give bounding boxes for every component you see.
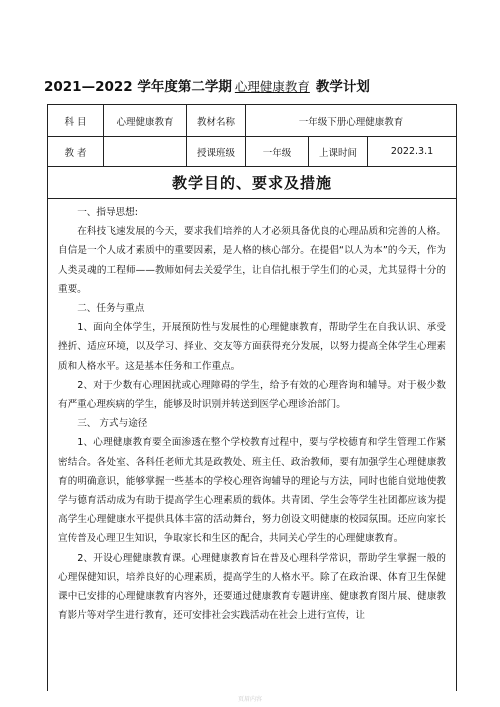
table-row-teacher <box>48 137 456 167</box>
plan-table <box>47 104 457 691</box>
title-rest: 教学计划 <box>315 79 370 95</box>
material-label: 教材名称 <box>187 105 246 136</box>
heading-tasks: 二、任务与重点 <box>77 303 145 315</box>
paragraph-method-1: 1、心理健康教育要全面渗透在整个学校教育过程中，要与学校德育和学生管理工作紧密结合。各处室、各科任老师尤其是政教处、班主任、政治教师，要有加强学生心理健康教育的明确意识，能够掌握一些基本的学校心理咨询辅导的理论与方法，同时也能自觉地使教学与德育活动成为有助于提高学生心理素质的载体。共青团、学生会等学生社团都应该为提高学生心理健康水平提供具体丰富的活动舞台，努力创设文明健康的校园氛围。还应向家长宣传普及心理卫生知识，争取家长和生区的配合，共同关心学生的心理健康教育。 <box>58 437 446 545</box>
subject-value: 心理健康教育 <box>104 105 187 136</box>
footer-watermark: 页眉内容 <box>237 696 262 703</box>
paragraph-task-1: 1、面向全体学生，开展预防性与发展性的心理健康教育，帮助学生在自我认识、承受挫折、适应环境，以及学习、择业、交友等方面获得充分发展，以努力提高全体学生心理素质和人格水平。这是基本任务和工作重点。 <box>58 322 446 372</box>
subject-label: 科 目 <box>48 105 104 136</box>
teacher-label: 教 者 <box>48 137 104 166</box>
paragraph-task-2: 2、对于少数有心理困扰或心理障碍的学生，给予有效的心理咨询和辅导。对于极少数有严重心理疾病的学生，能够及时识别并转送到医学心理诊治部门。 <box>58 379 446 411</box>
time-value: 2022.3.1 <box>390 146 434 157</box>
time-label: 上课时间 <box>309 137 368 166</box>
table-row-subject <box>48 105 456 137</box>
class-value: 一年级 <box>246 137 309 166</box>
plan-content <box>48 199 456 625</box>
title-subject: 心理健康教育 <box>234 79 310 94</box>
paragraph-method-2: 2、开设心理健康教育课。心理健康教育旨在普及心理科学常识，帮助学生掌握一般的心理保健知识，培养良好的心理素质，提高学生的人格水平。除了在政治课、体育卫生保健课中已安排的心理健康教育内容外，还要通过健康教育专题讲座、健康教育图片展、健康教育影片等对学生进行教育，还可安排社会实践活动在社会上进行宣传，让 <box>58 552 446 622</box>
heading-methods: 三、 方式与途径 <box>77 418 148 430</box>
heading-guiding: 一、指导思想: <box>77 207 138 218</box>
teacher-value <box>104 137 187 166</box>
page-title <box>44 75 464 95</box>
material-value: 一年级下册心理健康教育 <box>298 116 404 128</box>
class-label: 授课班级 <box>187 137 246 166</box>
title-year: 2021—2022 学年度第二学期 <box>44 79 232 95</box>
section-title: 教学目的、要求及措施 <box>48 167 456 199</box>
paragraph-guiding: 在科技飞速发展的今天，要求我们培养的人才必须具备优良的心理品质和完善的人格。自信是一个人成才素质中的重要因素，是人格的核心部分。在提倡“以人为本”的今天，作为人类灵魂的工程师——教师如何去关爱学生，让自信扎根于学生们的心灵，尤其显得十分的重要。 <box>58 226 446 295</box>
